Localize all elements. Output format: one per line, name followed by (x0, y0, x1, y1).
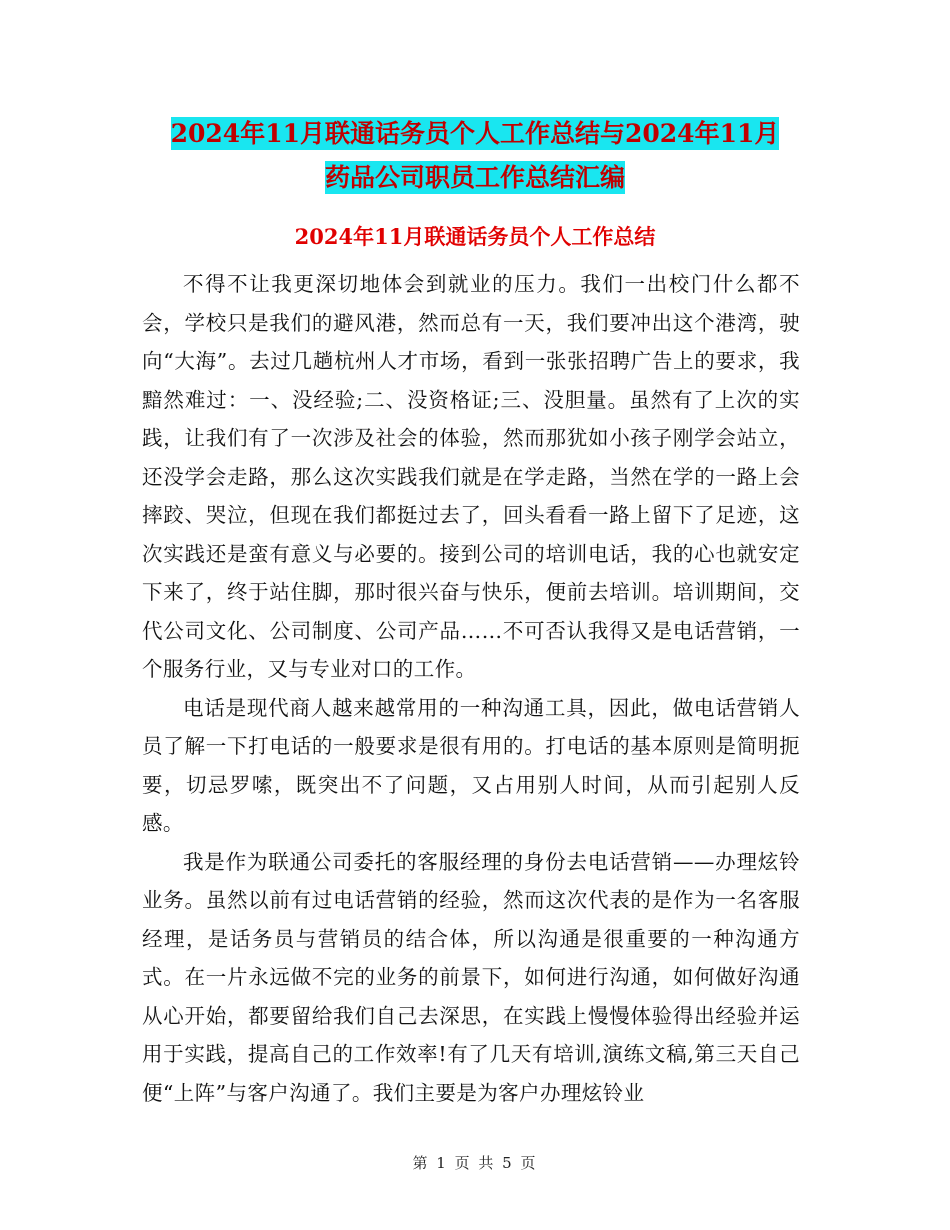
paragraph-2: 电话是现代商人越来越常用的一种沟通工具，因此，做电话营销人员了解一下打电话的一般要求是很有用的。打电话的基本原则是简明扼要，切忌罗嗦，既突出不了问题，又占用别人时间，从而引起别人反感。 (142, 695, 800, 835)
page-footer: 第 1 页 共 5 页 (412, 1154, 538, 1172)
body-text (142, 265, 800, 1112)
title-line-1: 2024年11月联通话务员个人工作总结与2024年11月 (170, 119, 780, 148)
document-title (0, 112, 950, 200)
title-line-2: 药品公司职员工作总结汇编 (324, 163, 625, 192)
paragraph-1: 不得不让我更深切地体会到就业的压力。我们一出校门什么都不会，学校只是我们的避风港，然而总有一天，我们要冲出这个港湾，驶向“大海”。去过几趟杭州人才市场，看到一张张招聘广告上的要求，我黯然难过：一、没经验;二、没资格证;三、没胆量。虽然有了上次的实践，让我们有了一次涉及社会的体验，然而那犹如小孩子刚学会站立，还没学会走路，那么这次实践我们就是在学走路，当然在学的一路上会摔跤、哭泣，但现在我们都挺过去了，回头看看一路上留下了足迹，这次实践还是蛮有意义与必要的。接到公司的培训电话，我的心也就安定下来了，终于站住脚，那时很兴奋与快乐，便前去培训。培训期间，交代公司文化、公司制度、公司产品……不可否认我得又是电话营销，一个服务行业，又与专业对口的工作。 (142, 272, 800, 681)
paragraph-3: 我是作为联通公司委托的客服经理的身份去电话营销——办理炫铃业务。虽然以前有过电话营销的经验，然而这次代表的是作为一名客服经理，是话务员与营销员的结合体，所以沟通是很重要的一种沟通方式。在一片永远做不完的业务的前景下，如何进行沟通，如何做好沟通从心开始，都要留给我们自己去深思，在实践上慢慢体验得出经验并运用于实践，提高自己的工作效率!有了几天有培训,演练文稿,第三天自己便“上阵”与客户沟通了。我们主要是为客户办理炫铃业 (142, 849, 800, 1105)
section-title: 2024年11月联通话务员个人工作总结 (294, 224, 656, 249)
